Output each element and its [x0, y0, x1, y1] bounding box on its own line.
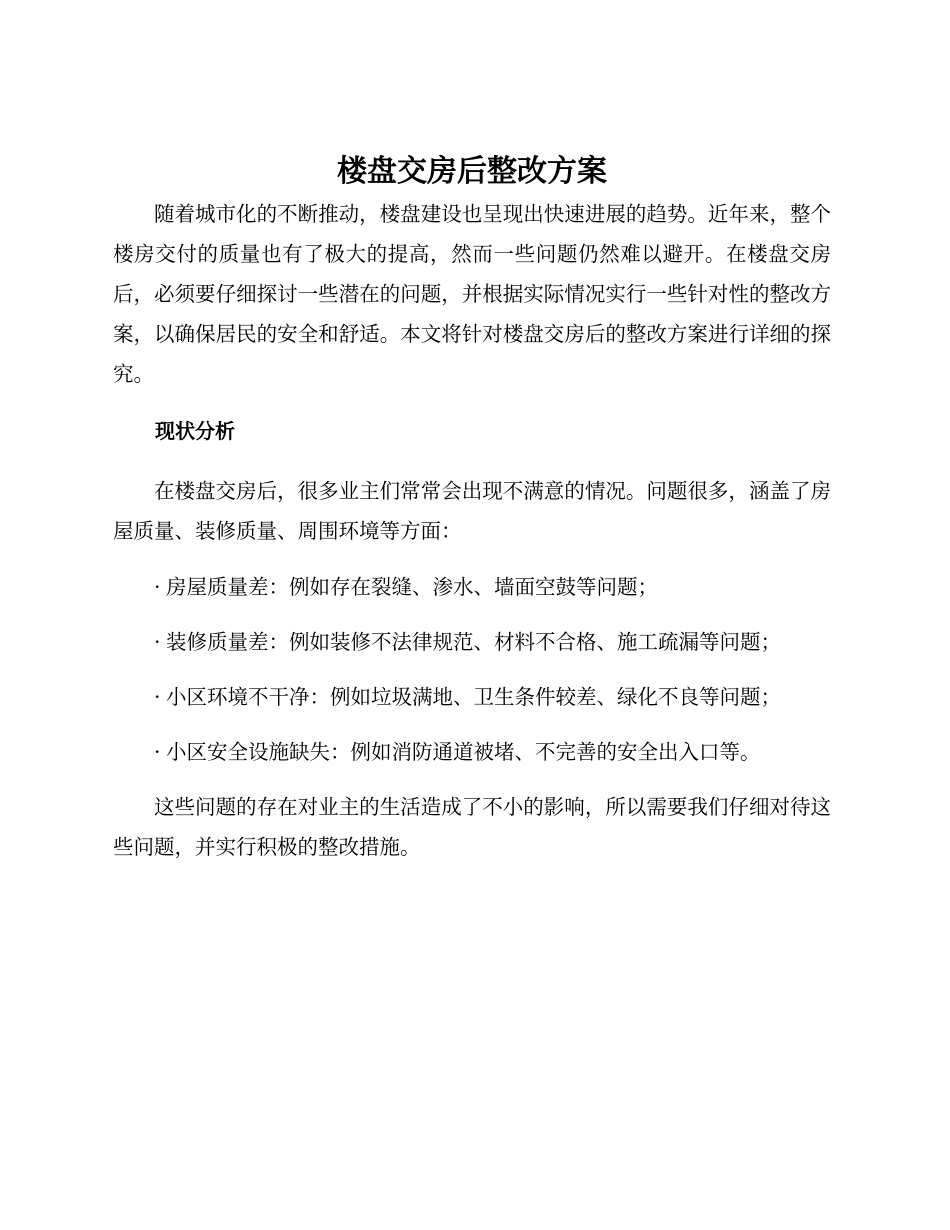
list-item-text: 装修质量差：例如装修不法律规范、材料不合格、施工疏漏等问题； [166, 630, 781, 654]
bullet-marker: · [154, 740, 161, 764]
intro-paragraph: 随着城市化的不断推动，楼盘建设也呈现出快速进展的趋势。近年来，整个楼房交付的质量也有了极大的提高，然而一些问题仍然难以避开。在楼盘交房后，必须要仔细探讨一些潜在的问题，并根据实际情况实行一些针对性的整改方案，以确保居民的安全和舒适。本文将针对楼盘交房后的整改方案进行详细的探究。 [113, 202, 831, 386]
conclusion-paragraph: 这些问题的存在对业主的生活造成了不小的影响，所以需要我们仔细对待这些问题，并实行积极的整改措施。 [113, 795, 831, 859]
bullet-marker: · [154, 630, 161, 654]
issue-list [113, 567, 831, 772]
list-item-text: 房屋质量差：例如存在裂缝、渗水、墙面空鼓等问题； [166, 575, 658, 599]
list-item [154, 622, 831, 662]
list-item [154, 567, 831, 607]
section-heading: 现状分析 [155, 419, 235, 443]
list-item [154, 677, 831, 717]
list-item [154, 732, 831, 772]
bullet-marker: · [154, 575, 161, 599]
document-body [113, 150, 831, 867]
section-intro-paragraph: 在楼盘交房后，很多业主们常常会出现不满意的情况。问题很多，涵盖了房屋质量、装修质量、周围环境等方面： [113, 479, 831, 543]
bullet-marker: · [154, 685, 161, 709]
document-title: 楼盘交房后整改方案 [337, 154, 607, 189]
list-item-text: 小区安全设施缺失：例如消防通道被堵、不完善的安全出入口等。 [166, 740, 761, 764]
list-item-text: 小区环境不干净：例如垃圾满地、卫生条件较差、绿化不良等问题； [166, 685, 781, 709]
